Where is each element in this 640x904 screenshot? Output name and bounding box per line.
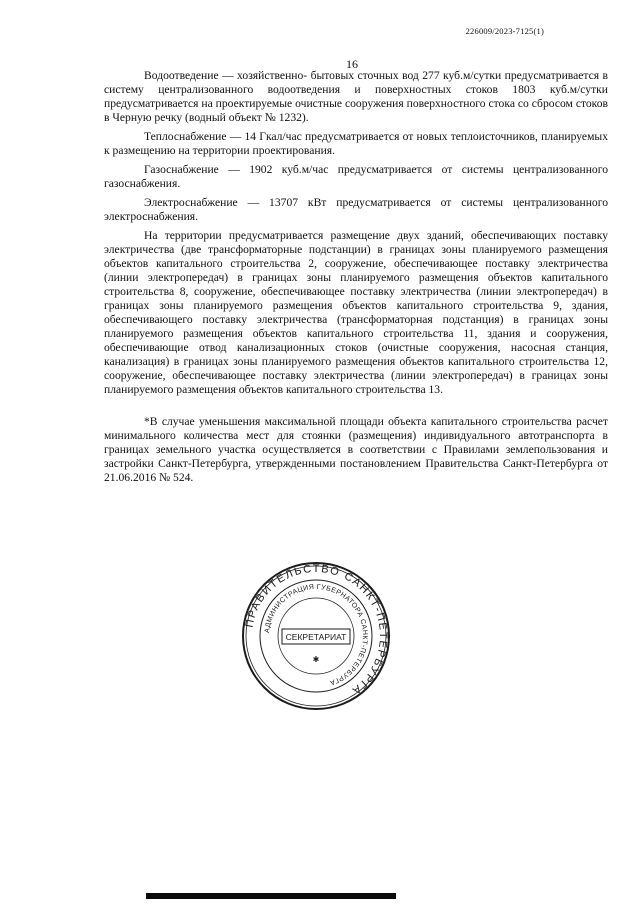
page-number: 16 [346, 57, 358, 71]
svg-text:СЕКРЕТАРИАТ: СЕКРЕТАРИАТ [285, 632, 347, 642]
svg-text:ПРАВИТЕЛЬСТВО САНКТ-ПЕТЕРБУРГА: ПРАВИТЕЛЬСТВО САНКТ-ПЕТЕРБУРГА [243, 562, 390, 698]
paragraph-buildings: На территории предусматривается размещение двух зданий, обеспечивающих поставку электричества (две трансформаторные подстанции) в границах зоны планируемого размещения объектов капитального строительства 2, сооружение, обеспечивающее поставку электричества (линии электропередач) в границах зоны планируемого размещения объектов капитального строительства 8, сооружение, обеспечивающее поставку электричества (линии электропередач) в границах зоны планируемого размещения объектов капитального строительства 9, здания, обеспечивающего поставку электричества (трансформаторная подстанция) в границах зоны планируемого размещения объектов капитального строительства 11, здания и сооружения, обеспечивающие отвод канализационных стоков (очистные сооружения, насосная станция, канализация) в границах зоны планируемого размещения объектов капитального строительства 12, сооружение, обеспечивающее поставку электричества (линии электропередач) в границах зоны планируемого размещения объектов капитального строительства 13. [104, 229, 608, 396]
svg-text:АДМИНИСТРАЦИЯ ГУБЕРНАТОРА САНК: АДМИНИСТРАЦИЯ ГУБЕРНАТОРА САНКТ-ПЕТЕРБУРГА [264, 583, 369, 686]
paragraph-gas-supply: Газоснабжение — 1902 куб.м/час предусматривается от системы централизованного газоснабжения. [104, 163, 608, 190]
document-number: 226009/2023-7125(1) [465, 26, 544, 36]
svg-text:✱: ✱ [312, 655, 320, 664]
official-seal [241, 561, 391, 711]
paragraph-power-supply: Электроснабжение — 13707 кВт предусматривается от системы централизованного электроснабжения. [104, 196, 608, 223]
scan-edge-bar [146, 893, 396, 899]
footnote: *В случае уменьшения максимальной площади объекта капитального строительства расчет минимального количества мест для стоянки (размещения) индивидуального автотранспорта в границах земельного участка осуществляется в соответствии с Правилами землепользования и застройки Санкт-Петербурга, утвержденными постановлением Правительства Санкт-Петербурга от 21.06.2016 № 524. [104, 415, 608, 484]
paragraph-water-disposal: Водоотведение — хозяйственно- бытовых сточных вод 277 куб.м/сутки предусматривается в систему централизованного водоотведения и поверхностных стоков 1803 куб.м/сутки предусматривается на проектируемые очистные сооружения поверхностного стока со сбросом стоков в Черную речку (водный объект № 1232). [104, 69, 608, 124]
document-body [104, 69, 608, 490]
paragraph-heat-supply: Теплоснабжение — 14 Гкал/час предусматривается от новых теплоисточников, планируемых к размещению на территории проектирования. [104, 130, 608, 157]
